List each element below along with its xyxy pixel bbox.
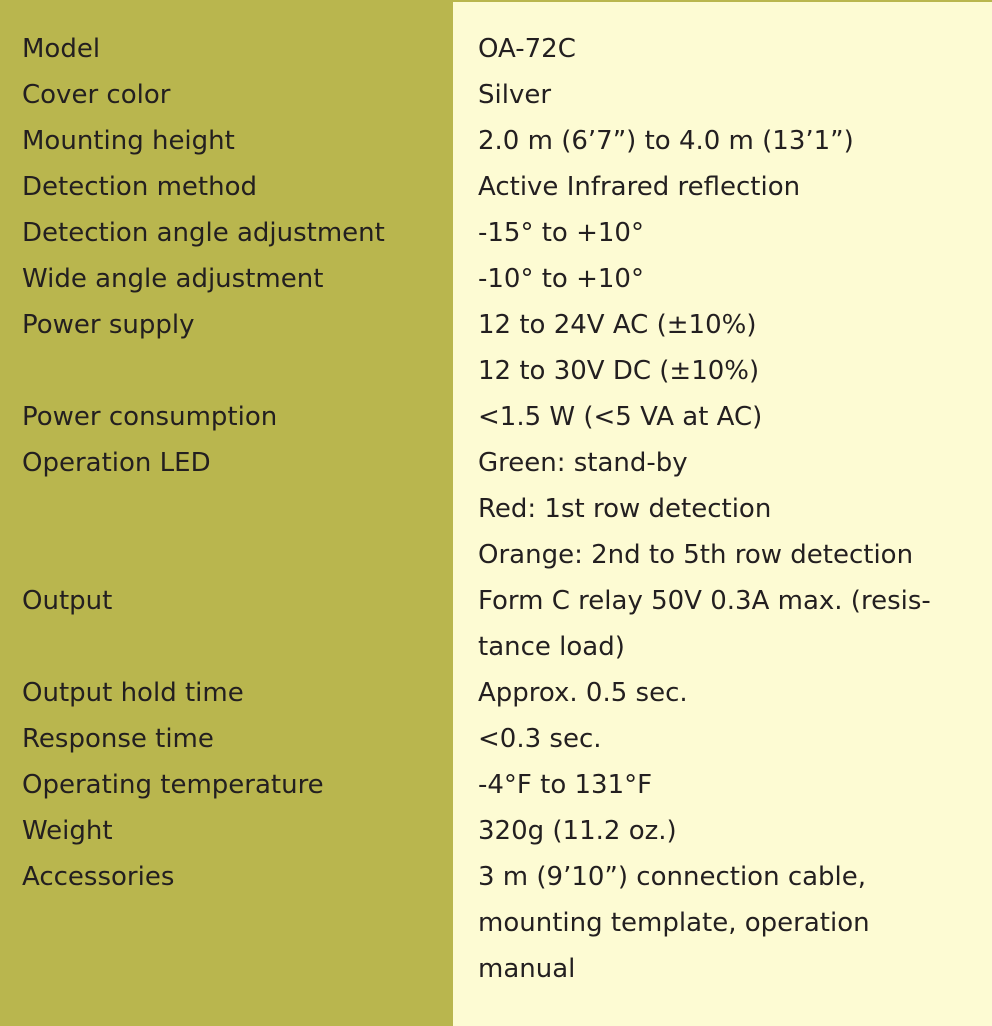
spec-value [453,210,992,256]
spec-value [453,716,992,762]
spec-row [0,808,992,854]
spec-row [0,440,992,578]
spec-label: Accessories [22,862,175,892]
spec-row [0,26,992,72]
spec-label: Power supply [22,310,195,340]
spec-row [0,164,992,210]
spec-value-line: Silver [478,80,552,110]
spec-value [453,302,992,394]
spec-row [0,762,992,808]
spec-value-line: tance load) [478,632,625,662]
spec-label: Detection method [22,172,257,202]
spec-value-line: Green: stand-by [478,448,688,478]
spec-row [0,256,992,302]
spec-value-line: 12 to 30V DC (±10%) [478,356,760,386]
spec-value [453,670,992,716]
spec-row [0,394,992,440]
spec-value [453,440,992,578]
spec-label: Weight [22,816,113,846]
spec-label: Detection angle adjustment [22,218,385,248]
spec-row [0,854,992,992]
spec-label: Model [22,34,101,64]
spec-value-line: Form C relay 50V 0.3A max. (resis- [478,586,931,616]
spec-value-line: 3 m (9’10”) connection cable, [478,862,867,892]
spec-value-line: <1.5 W (<5 VA at AC) [478,402,763,432]
spec-row [0,72,992,118]
spec-value-line: -10° to +10° [478,264,644,294]
spec-value-line: Approx. 0.5 sec. [478,678,688,708]
spec-value [453,164,992,210]
spec-value [453,762,992,808]
spec-value [453,808,992,854]
spec-value [453,26,992,72]
spec-value-line: 2.0 m (6’7”) to 4.0 m (13’1”) [478,126,854,156]
spec-value-line: mounting template, operation [478,908,870,938]
spec-value [453,256,992,302]
spec-label: Response time [22,724,214,754]
spec-value-line: -4°F to 131°F [478,770,653,800]
spec-label: Power consumption [22,402,278,432]
spec-value-line: Orange: 2nd to 5th row detection [478,540,914,570]
spec-value-line: manual [478,954,576,984]
spec-value-line: Active Infrared reflection [478,172,801,202]
spec-value-line: Red: 1st row detection [478,494,772,524]
spec-value [453,394,992,440]
spec-label: Output hold time [22,678,244,708]
spec-label: Cover color [22,80,171,110]
spec-value-line: 12 to 24V AC (±10%) [478,310,757,340]
spec-row [0,302,992,394]
spec-value [453,118,992,164]
spec-row [0,670,992,716]
spec-label: Wide angle adjustment [22,264,324,294]
spec-table [0,26,992,992]
spec-row [0,118,992,164]
spec-value-line: <0.3 sec. [478,724,602,754]
spec-label: Operating temperature [22,770,324,800]
spec-label: Mounting height [22,126,235,156]
spec-value-line: -15° to +10° [478,218,644,248]
spec-value-line: 320g (11.2 oz.) [478,816,677,846]
spec-row [0,716,992,762]
spec-label: Output [22,586,113,616]
spec-label: Operation LED [22,448,211,478]
spec-value [453,854,992,992]
spec-value [453,72,992,118]
spec-value-line: OA-72C [478,34,576,64]
spec-row [0,578,992,670]
spec-row [0,210,992,256]
spec-value [453,578,992,670]
